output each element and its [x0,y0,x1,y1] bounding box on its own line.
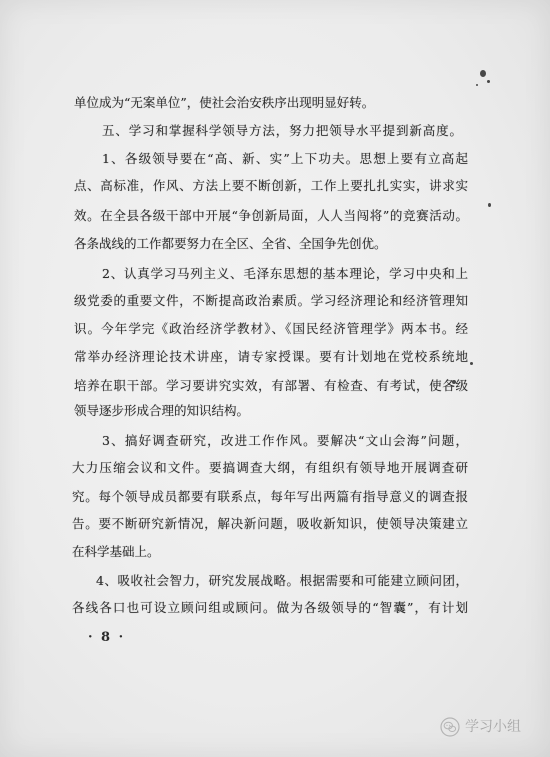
text-line: 告。要不断研究新情况，解决新问题，吸收新知识，使领导决策建立 [72,516,468,531]
text-line: 各条战线的工作都要努力在全区、全省、全国争先创优。 [74,236,387,251]
text-line: 究。每个领导成员都要有联系点，每年写出两篇有指导意义的调查报 [72,489,468,504]
text-line: 识。今年学完《政治经济学教材》、《国民经济管理学》两本书。经 [74,321,468,336]
ink-speck [476,84,478,86]
page-number: · 8 · [88,630,126,645]
text-line: 1、各级领导要在“高、新、实”上下功夫。思想上要有立高起 [102,151,468,166]
text-line: 3、搞好调查研究，改进工作作风。要解决“文山会海”问题， [102,433,468,448]
text-line: 在科学基础上。 [72,544,160,559]
wechat-icon [440,717,460,737]
watermark [440,716,521,738]
watermark-text: 学习小组 [465,719,521,735]
text-line: 领导逐步形成合理的知识结构。 [74,403,250,418]
ink-speck [488,203,491,207]
text-line: 效。在全县各级干部中开展“争创新局面，人人当闯将”的竞赛活动。 [74,208,468,223]
section-heading: 五、学习和掌握科学领导方法，努力把领导水平提到新高度。 [102,123,462,138]
text-line: 4、吸收社会智力，研究发展战略。根据需要和可能建立顾问团， [96,573,468,588]
text-line: 2、认真学习马列主义、毛泽东思想的基本理论，学习中央和上 [102,266,468,281]
text-line: 大力压缩会议和文件。要搞调查大纲，有组织有领导地开展调查研 [72,460,468,475]
ink-speck [487,80,490,83]
text-line: 各线各口也可设立顾问组或顾问。做为各级领导的“智囊”，有计划 [72,600,468,615]
ink-speck [470,362,473,365]
text-line: 培养在职干部。学习要讲究实效，有部署、有检查、有考试，使各级 [74,378,468,393]
text-line: 常举办经济理论技术讲座，请专家授课。要有计划地在党校系统地 [74,349,468,364]
ink-speck [480,70,486,77]
text-line: 级党委的重要文件，不断提高政治素质。学习经济理论和经济管理知 [74,293,468,308]
text-line: 单位成为“无案单位”，使社会治安秩序出现明显好转。 [74,95,375,110]
text-line: 点、高标准，作风、方法上要不断创新，工作上要扎扎实实，讲求实 [74,178,468,193]
